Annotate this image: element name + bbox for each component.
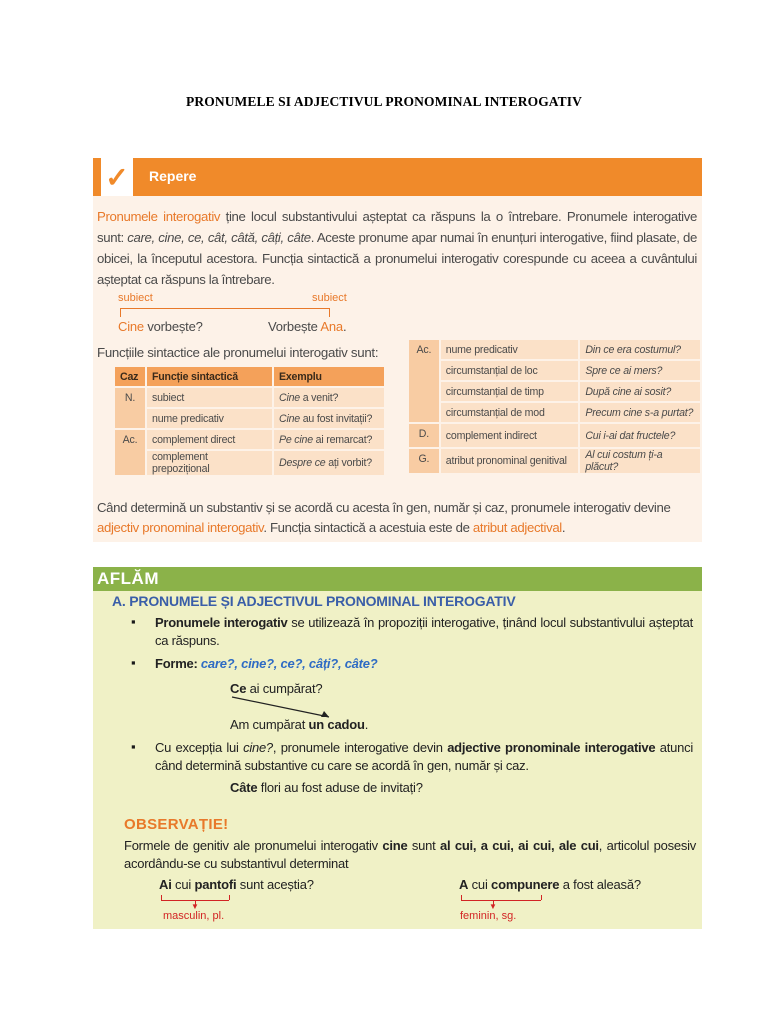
down-arrow-icon: ▼ <box>191 902 199 911</box>
case-cell: D. <box>409 424 439 447</box>
example-rest: era costumul? <box>614 343 681 356</box>
outro-text-2: . Funcția sintactică a acestuia este de <box>263 520 473 535</box>
b3-bold: adjective pronominale interogative <box>447 740 656 755</box>
intro-term: Pronumele interogativ <box>97 209 221 224</box>
ex4-b2: pantofi <box>194 877 237 892</box>
example-italic: Precum cine <box>585 406 643 419</box>
case-cell: Ac. <box>115 430 145 475</box>
obs-text-1: Formele de genitiv ale pronumelui interogativ <box>124 838 383 853</box>
table-row <box>409 449 700 473</box>
example-2-end: . <box>342 319 347 334</box>
example-1-rest: vorbește? <box>143 319 203 334</box>
function-cell: complement indirect <box>441 424 579 447</box>
q-rest: ai cumpărat? <box>246 681 323 696</box>
case-cell: N. <box>115 388 145 428</box>
subject-label-1: subiect <box>118 292 153 304</box>
example-2 <box>268 319 346 334</box>
intro-paragraph <box>97 206 697 290</box>
example-1 <box>118 319 203 334</box>
functions-table-left <box>113 365 386 477</box>
outro-paragraph <box>97 498 697 538</box>
example-3 <box>230 780 423 795</box>
example-4 <box>159 877 314 892</box>
question-example <box>230 681 322 696</box>
example-1-word: Cine <box>118 319 144 334</box>
table-header-row <box>115 367 384 386</box>
q-bold: Ce <box>230 681 247 696</box>
aflam-title: AFLĂM <box>97 569 159 588</box>
table-row <box>409 403 700 422</box>
b3-text-3: atunci când determină substantive cu care se acordă în gen, număr și caz. <box>155 740 693 773</box>
obs-text-2: sunt <box>407 838 441 853</box>
example-cell <box>580 340 700 359</box>
function-cell: complement direct <box>147 430 272 449</box>
case-cell: G. <box>409 449 439 473</box>
observation-title: OBSERVAȚIE! <box>124 816 229 833</box>
ex4-mid: cui <box>171 877 195 892</box>
example-italic: Despre ce <box>279 457 326 469</box>
example-cell <box>274 388 384 407</box>
header-function: Funcție sintactică <box>147 367 272 386</box>
ex3-bold: Câte <box>230 780 258 795</box>
b2-forms: care?, cine?, ce?, câți?, câte? <box>200 656 378 671</box>
ex4-end: sunt aceștia? <box>236 877 314 892</box>
example-rest: ai mers? <box>620 364 663 377</box>
intro-text-2: . Aceste pronume apar numai în enunțuri interogative, fiind plasate, de obicei, la începutul acestora. Funcția sintactică a pronumelui interogativ corespunde cu aceea a cuvântului așteptat ca răspuns la întrebare. <box>97 230 697 287</box>
bullet-3 <box>155 739 693 775</box>
obs-cine: cine <box>382 838 408 853</box>
functions-table-right <box>407 338 702 475</box>
a-bold: un cadou <box>308 717 365 732</box>
outro-text-3: . <box>561 520 566 535</box>
bullet-icon: ▪ <box>131 739 136 754</box>
example-italic: Pe cine <box>279 433 313 446</box>
table-row <box>409 340 700 359</box>
example-italic: Din ce <box>585 343 615 356</box>
example-cell <box>274 409 384 428</box>
example-italic: Cui <box>585 429 601 442</box>
a-end: . <box>364 717 369 732</box>
header-example: Exemplu <box>274 367 384 386</box>
example-5 <box>459 877 641 892</box>
example-rest: au fost invitații? <box>300 412 373 425</box>
example-2-start: Vorbește <box>268 319 321 334</box>
table-row <box>409 361 700 380</box>
answer-example <box>230 717 368 732</box>
bracket-line <box>541 895 542 900</box>
aflam-header <box>93 567 702 591</box>
example-rest: i-ai dat fructele? <box>600 429 676 442</box>
page-title: PRONUMELE SI ADJECTIVUL PRONOMINAL INTEROGATIV <box>186 94 582 109</box>
check-icon: ✓ <box>105 162 129 193</box>
b3-text-2: , pronumele interogative devin <box>272 740 448 755</box>
ex3-rest: flori au fost aduse de invitați? <box>257 780 423 795</box>
example-italic: Al cui <box>585 449 611 461</box>
subject-bracket <box>120 308 330 317</box>
ex5-mid: cui <box>468 877 492 892</box>
b3-text-1: Cu excepția lui <box>155 740 244 755</box>
case-cell: Ac. <box>409 340 439 422</box>
function-cell: circumstanțial de loc <box>441 361 579 380</box>
example-rest: costum ți-a plăcut? <box>585 449 663 473</box>
function-cell: circumstanțial de mod <box>441 403 579 422</box>
aflam-box <box>93 567 702 929</box>
example-cell <box>580 361 700 380</box>
ex5-b1: A <box>459 877 469 892</box>
example-cell <box>274 430 384 449</box>
repere-box <box>93 158 702 542</box>
table-row <box>115 388 384 407</box>
observation-text <box>124 837 696 873</box>
bullet-2 <box>155 655 693 673</box>
outro-text-1: Când determină un substantiv și se acordă cu acesta în gen, număr și caz, pronumele interogativ devine <box>97 500 671 515</box>
b2-bold: Forme: <box>155 656 201 671</box>
bracket-line <box>461 900 541 901</box>
outro-term-2: atribut adjectival <box>472 520 562 535</box>
example-cell <box>580 449 700 473</box>
bullet-1 <box>155 614 693 650</box>
bracket-line <box>229 895 230 900</box>
bullet-icon: ▪ <box>131 614 136 629</box>
subject-label-2: subiect <box>312 292 347 304</box>
ex5-end: a fost aleasă? <box>559 877 641 892</box>
b1-text: se utilizează în propoziții interogative, ținând locul substantivului așteptat ca răspuns. <box>155 615 693 648</box>
example-rest: s-a purtat? <box>642 406 694 419</box>
example-2-word: Ana <box>320 319 343 334</box>
ex5-b2: compunere <box>491 877 560 892</box>
function-cell: atribut pronominal genitival <box>441 449 579 473</box>
example-cell <box>580 382 700 401</box>
function-cell: subiect <box>147 388 272 407</box>
repere-title: Repere <box>149 168 197 184</box>
repere-header <box>93 158 702 196</box>
example-rest: ați vorbit? <box>325 457 372 469</box>
aflam-subtitle: A. PRONUMELE ȘI ADJECTIVUL PRONOMINAL INTEROGATIV <box>112 593 516 609</box>
table-row <box>409 382 700 401</box>
ex4-b1: Ai <box>159 877 172 892</box>
example-4-note: masculin, pl. <box>163 910 225 922</box>
table-row <box>115 409 384 428</box>
intro-forms: care, cine, ce, cât, câtă, câți, câte <box>127 230 311 245</box>
function-cell: complement prepozițional <box>147 451 272 475</box>
a-start: Am cumpărat <box>230 717 309 732</box>
example-italic: Cine <box>279 391 300 404</box>
bullet-icon: ▪ <box>131 655 136 670</box>
b3-italic: cine? <box>243 740 273 755</box>
b1-bold: Pronumele interogativ <box>155 615 288 630</box>
example-cell <box>580 403 700 422</box>
table-row <box>409 424 700 447</box>
example-rest: a venit? <box>300 391 339 404</box>
example-cell <box>580 424 700 447</box>
obs-forms: al cui, a cui, ai cui, ale cui <box>440 838 599 853</box>
check-badge <box>101 158 133 196</box>
outro-term-1: adjectiv pronominal interogativ <box>97 520 264 535</box>
functions-title: Funcțiile sintactice ale pronumelui interogativ sunt: <box>97 345 379 360</box>
example-5-note: feminin, sg. <box>460 910 517 922</box>
intro-text: ține locul substantivului așteptat ca răspuns la o întrebare. Pronumele interogative sunt: <box>97 209 697 245</box>
example-italic: După cine <box>585 385 632 398</box>
example-italic: Spre ce <box>585 364 621 377</box>
function-cell: nume predicativ <box>441 340 579 359</box>
example-rest: ai sosit? <box>631 385 672 398</box>
example-italic: Cine <box>279 412 300 425</box>
down-arrow-icon: ▼ <box>489 902 497 911</box>
table-row <box>115 430 384 449</box>
example-cell <box>274 451 384 475</box>
header-case: Caz <box>115 367 145 386</box>
obs-text-3: , articolul posesiv acordându-se cu substantivul determinat <box>124 838 697 871</box>
function-cell: nume predicativ <box>147 409 272 428</box>
function-cell: circumstanțial de timp <box>441 382 579 401</box>
example-rest: ai remarcat? <box>312 433 373 446</box>
table-row <box>115 451 384 475</box>
